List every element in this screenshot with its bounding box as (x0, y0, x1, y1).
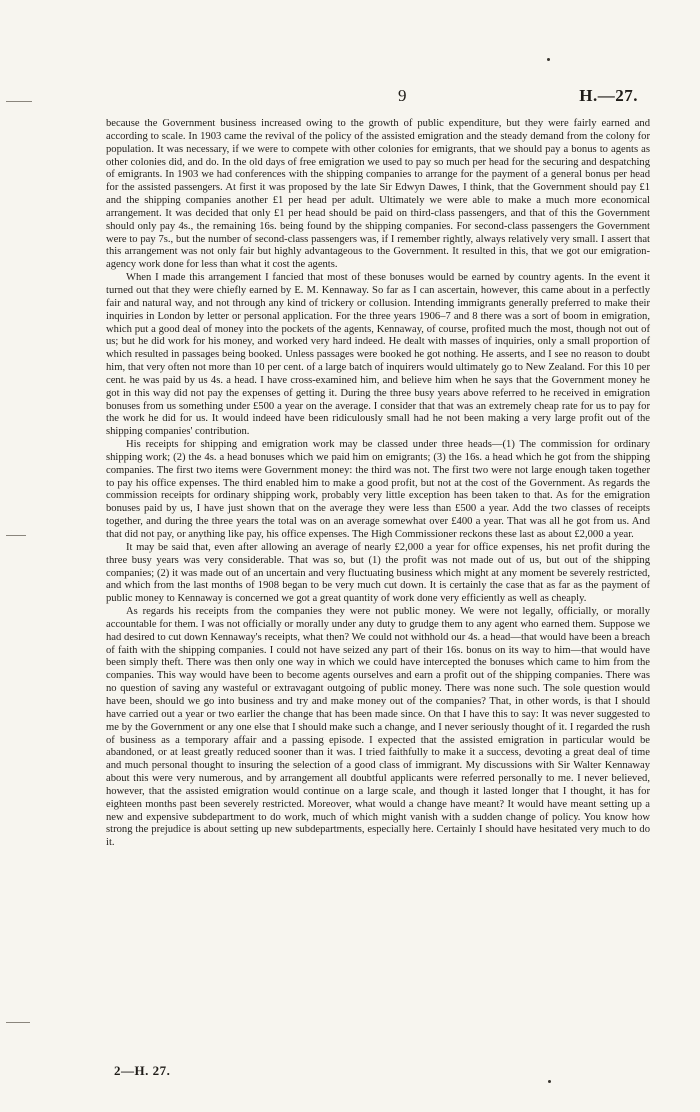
page-header (0, 86, 700, 110)
body-text (106, 118, 650, 850)
paragraph: because the Government business increased owing to the growth of public expenditure, but they were fairly earned and according to scale. In 1903 came the revival of the policy of the assisted emigration and the steady demand from the colony for population. It was necessary, if we were to compete with other colonies for emigrants, that we should pay a bonus to agents as other colonies did, and do. In the old days of free emigration we used to pay so much per head for the securing and despatching of emigrants. In 1903 we had conferences with the shipping companies to arrange for the payment of a general bonus per head for the assisted passengers. At first it was proposed by the late Sir Edwyn Dawes, I think, that the Government should pay £1 and the shipping companies another £1 per head per adult. Ultimately we were able to make a much more economical arrangement. It was decided that only £1 per head should be paid on third-class passengers, and that of this the Government should only pay 4s., the remaining 16s. being found by the shipping companies. For second-class passengers the Government were to pay 7s., but the number of second-class passengers was, if I remember rightly, always relatively very small. I assert that this arrangement was not only fair but highly advantageous to the Government. It resulted in this, that we got our emigration-agency work done for less than what it cost the agents. (106, 118, 650, 271)
paragraph: As regards his receipts from the companies they were not public money. We were not legally, officially, or morally accountable for them. I was not officially or morally under any duty to grudge them to any agent who earned them. Suppose we had desired to cut down Kennaway's receipts, what then? We could not withhold our 4s. a head—that would have been a breach of faith with the shipping companies. I could not have seized any part of their 16s. bonus on its way to him—that would have been simply theft. There was then only one way in which we could have intercepted the bonuses which came to him from the companies. This way would have been to become agents ourselves and earn a profit out of the shipping companies. There was no question of saving any wasteful or extravagant outgoing of public money. There was none such. The sole question would have been, should we go into business and try and make money out of the companies? That, in other words, is that I should have carried out a year or two earlier the change that has been made since. On that I have this to say: It was never suggested to me by the Government or any one else that I should make such a change, and I never seriously thought of it. I regarded the rush of business as a temporary affair and a passing episode. I expected that the assisted emigration in particular would be abandoned, or at least greatly reduced sooner than it was. I tried faithfully to make it a success, devoting a great deal of time and much personal thought to insuring the selection of a good class of immigrant. My discussions with Sir Walter Kennaway about this were very numerous, and by arrangement all doubtful applicants were referred personally to me. I never believed, however, that the assisted emigration would continue on a large scale, and though it lasted longer that I thought, it has for eighteen months past been severely restricted. Moreover, what would a change have meant? It would have meant setting up a new and expensive subdepartment to do work, much of which might vanish with a sudden change of policy. You know how strong the prejudice is about setting up new subdepartments, especially here. Certainly I should have hesitated very much to do it. (106, 606, 650, 849)
paragraph: When I made this arrangement I fancied that most of these bonuses would be earned by country agents. In the event it turned out that they were chiefly earned by E. M. Kennaway. So far as I can ascertain, however, this came about in a perfectly fair and natural way, and not through any kind of trickery or collusion. Intending immigrants generally preferred to make their inquiries in London by letter or personal application. For the three years 1906–7 and 8 there was a sort of boom in emigration, which put a good deal of money into the pockets of the agents, Kennaway, of course, profited much the most, though not out of us; but he did work for his money, and worked very hard indeed. He dealt with masses of inquiries, only a small proportion of which resulted in passages being booked. Unless passages were booked he got nothing. He asserts, and I see no reason to doubt him, that very often not more than 10 per cent. of a large batch of inquirers would ultimately go to New Zealand. For this 10 per cent. he was paid by us 4s. a head. I have cross-examined him, and believe him when he says that the Government money he got in this way did not pay the expenses of getting it. During the three busy years above referred to he received in emigration bonuses from us something under £500 a year on the average. I consider that that was an extremely cheap rate for us to pay for the work he did for us. It would indeed have been ridiculously small had he not been making a very large profit out of the shipping companies' contribution. (106, 272, 650, 438)
report-id: H.—27. (579, 86, 638, 105)
margin-mark (6, 101, 32, 102)
ink-dot (547, 58, 550, 61)
paragraph: It may be said that, even after allowing an average of nearly £2,000 a year for office expenses, his net profit during the three busy years was very considerable. That was so, but (1) the profit was not made out of us, but out of the shipping companies; (2) it was made out of an uncertain and very fluctuating business which might at any moment be severely restricted, and which from the last months of 1908 began to be very much cut down. It is certainly the case that as far as the payment of public money to Kennaway is concerned we got a great quantity of work done very efficiently as well as cheaply. (106, 541, 650, 605)
margin-mark (6, 1022, 30, 1023)
margin-mark (6, 535, 26, 536)
page-number: 9 (398, 86, 407, 105)
ink-dot (548, 1080, 551, 1083)
paragraph: His receipts for shipping and emigration work may be classed under three heads—(1) The commission for ordinary shipping work; (2) the 4s. a head bonuses which we paid him on emigrants; (3) the 16s. a head which he got from the shipping companies. The first two items were Government money: the third was not. The first two were not large enough taken together to pay his office expenses. The third enabled him to make a good profit, but not at the cost of the Government. As regards the commission receipts for ordinary shipping work, probably very little exception has been taken to that. As for the emigration bonuses paid by us, I have just shown that on the average they were less than £500 a year. Add the two classes of receipts together, and during the three years the total was on an average somewhat over £400 a year. That was all he got from us. And that did not pay, or anything like pay, his office expenses. The High Commissioner reckons these last as about £2,000 a year. (106, 439, 650, 540)
signature-mark: 2—H. 27. (114, 1063, 171, 1078)
